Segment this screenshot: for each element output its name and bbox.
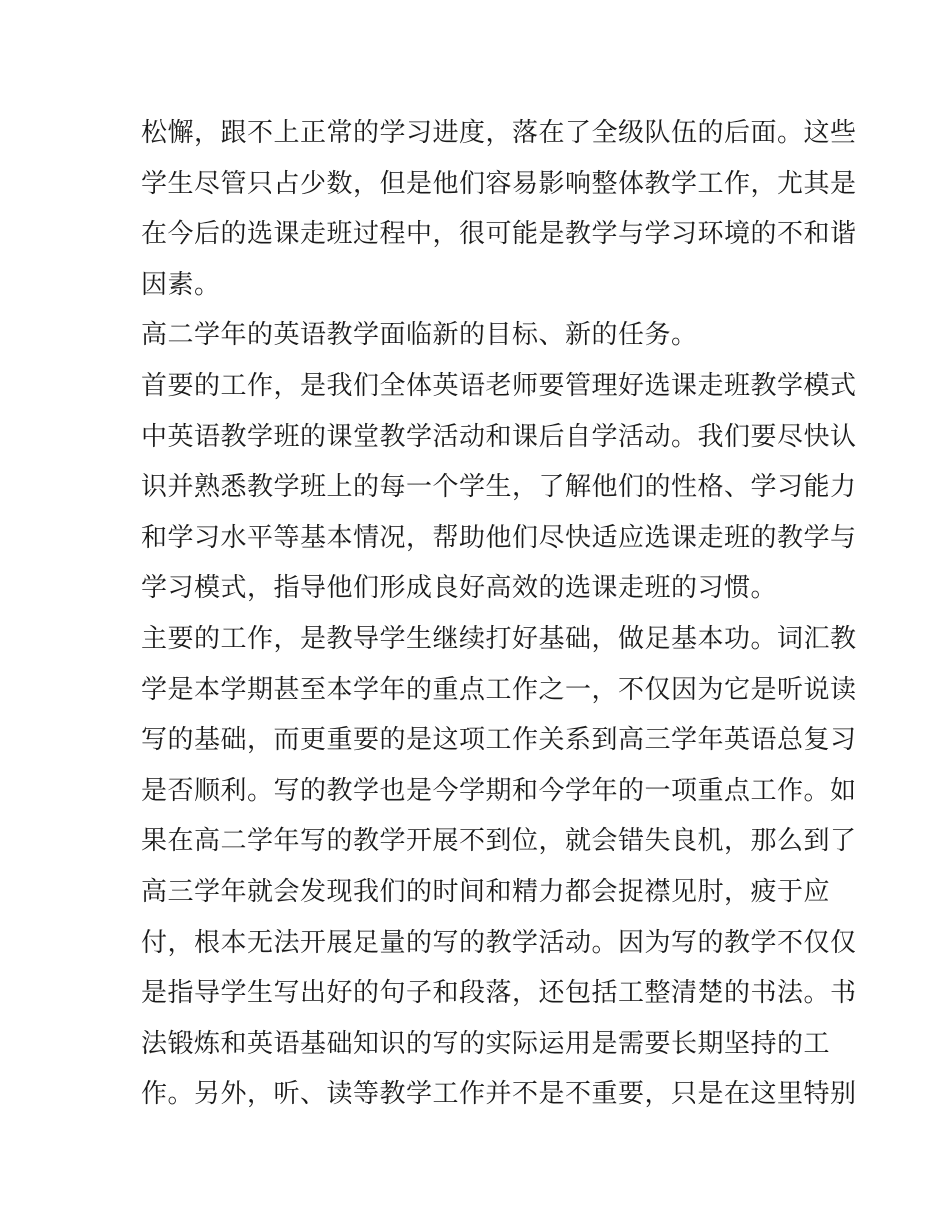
text-line: 在今后的选课走班过程中，很可能是教学与学习环境的不和谐 <box>141 219 857 250</box>
text-line: 中英语教学班的课堂教学活动和课后自学活动。我们要尽快认 <box>141 421 857 452</box>
text-line: 因素。 <box>141 269 221 300</box>
text-line: 写的基础，而更重要的是这项工作关系到高三学年英语总复习 <box>141 725 857 756</box>
body-text <box>141 108 857 1120</box>
text-line: 和学习水平等基本情况，帮助他们尽快适应选课走班的教学与 <box>141 522 857 553</box>
text-line: 学生尽管只占少数，但是他们容易影响整体教学工作，尤其是 <box>141 168 857 199</box>
text-line: 作。另外，听、读等教学工作并不是不重要，只是在这里特别 <box>141 1079 857 1110</box>
text-line: 付，根本无法开展足量的写的教学活动。因为写的教学不仅仅 <box>141 927 857 958</box>
text-line: 学习模式，指导他们形成良好高效的选课走班的习惯。 <box>141 573 778 604</box>
text-line: 学是本学期甚至本学年的重点工作之一，不仅因为它是听说读 <box>141 674 857 705</box>
text-line: 首要的工作，是我们全体英语老师要管理好选课走班教学模式 <box>141 370 857 401</box>
text-line: 主要的工作，是教导学生继续打好基础，做足基本功。词汇教 <box>141 623 857 654</box>
text-line: 高二学年的英语教学面临新的目标、新的任务。 <box>141 320 698 351</box>
text-line: 是指导学生写出好的句子和段落，还包括工整清楚的书法。书 <box>141 978 857 1009</box>
text-line: 松懈，跟不上正常的学习进度，落在了全级队伍的后面。这些 <box>141 118 857 148</box>
text-line: 高三学年就会发现我们的时间和精力都会捉襟见肘，疲于应 <box>141 876 831 907</box>
text-line: 果在高二学年写的教学开展不到位，就会错失良机，那么到了 <box>141 826 857 857</box>
text-line: 是否顺利。写的教学也是今学期和今学年的一项重点工作。如 <box>141 775 857 806</box>
text-line: 识并熟悉教学班上的每一个学生，了解他们的性格、学习能力 <box>141 472 857 503</box>
text-line: 法锻炼和英语基础知识的写的实际运用是需要长期坚持的工 <box>141 1028 831 1059</box>
